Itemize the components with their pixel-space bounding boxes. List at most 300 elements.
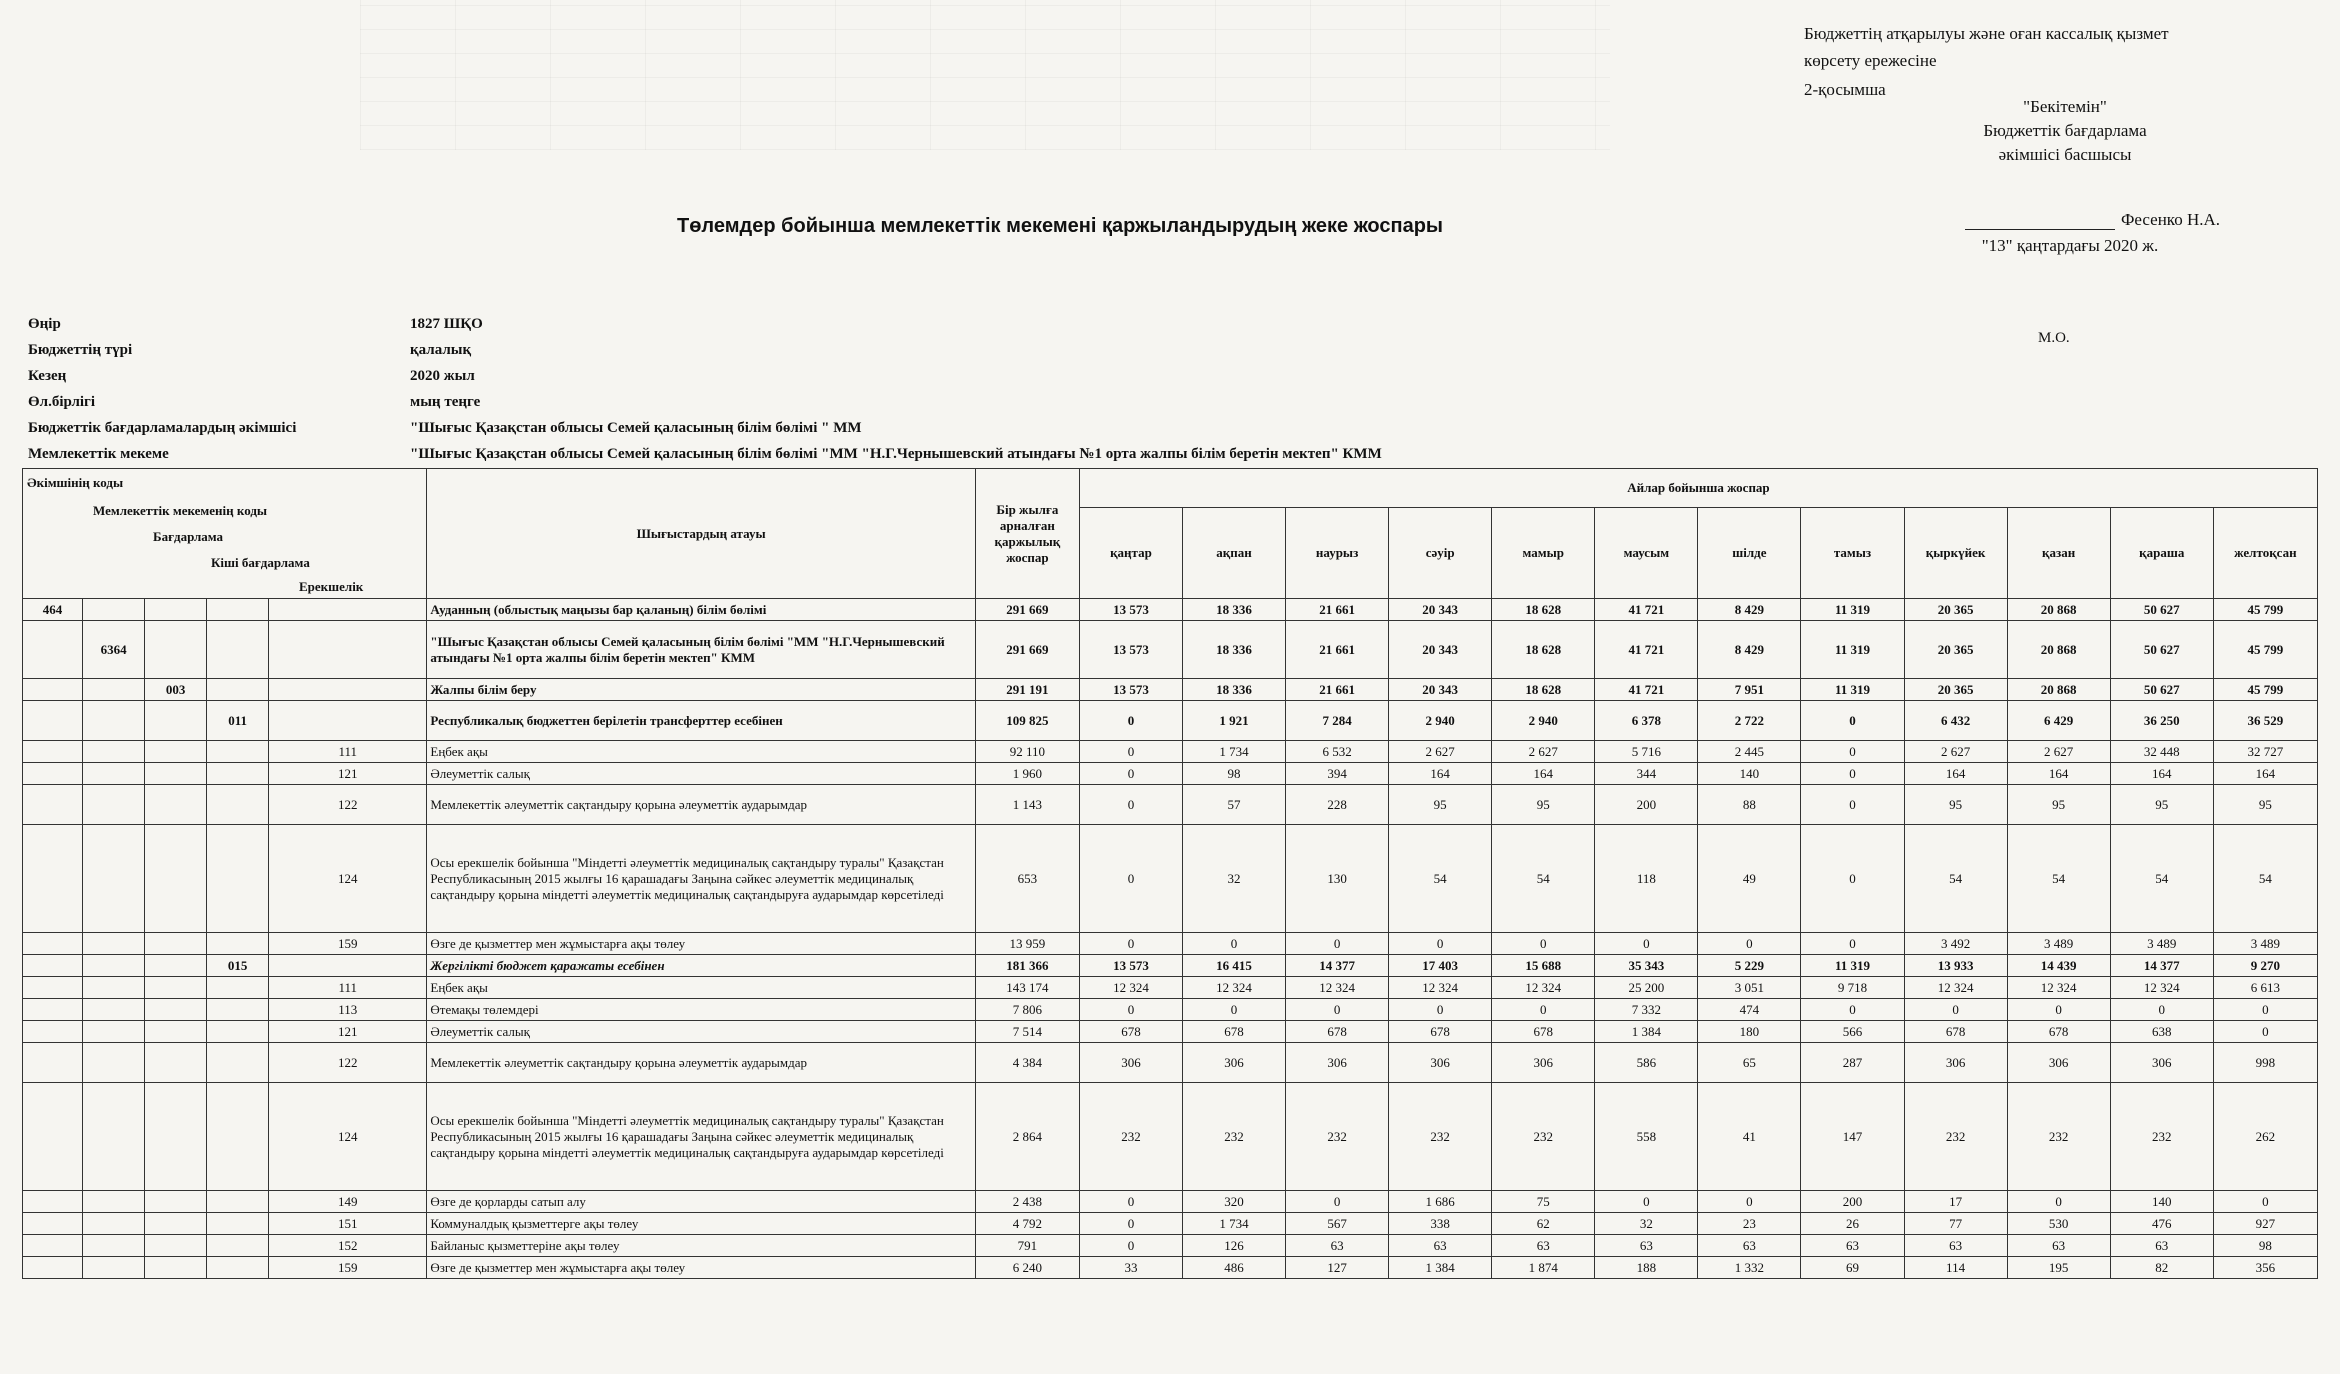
annual-plan-cell: 4 792 — [975, 1213, 1079, 1235]
annual-plan-cell: 791 — [975, 1235, 1079, 1257]
expense-name-cell: Жалпы білім беру — [427, 679, 975, 701]
month-value-cell: 62 — [1492, 1213, 1595, 1235]
expense-name-cell: Осы ерекшелік бойынша "Міндетті әлеуметтік медициналық сақтандыру туралы" Қазақстан Республикасының 2015 жылғы 16 қарашадағы Заңына сәйкес әлеуметтік медициналық сақтандыру қорына міндетті әлеуметтік медициналық сақтандыруға аударымдар көрсетіледі — [427, 1083, 975, 1191]
month-value-cell: 3 489 — [2007, 933, 2110, 955]
expense-name-cell: Өзге де қызметтер мен жұмыстарға ақы төлеу — [427, 933, 975, 955]
month-value-cell: 57 — [1182, 785, 1285, 825]
month-value-cell: 130 — [1286, 825, 1389, 933]
month-value-cell: 0 — [1595, 933, 1698, 955]
month-value-cell: 118 — [1595, 825, 1698, 933]
month-value-cell: 32 — [1182, 825, 1285, 933]
month-value-cell: 200 — [1801, 1191, 1904, 1213]
month-value-cell: 200 — [1595, 785, 1698, 825]
code-cell — [207, 1083, 269, 1191]
expense-name-cell: Өтемақы төлемдері — [427, 999, 975, 1021]
month-value-cell: 12 324 — [1286, 977, 1389, 999]
month-value-cell: 0 — [1801, 825, 1904, 933]
header-monthly-plan: Айлар бойынша жоспар — [1079, 469, 2317, 508]
month-value-cell: 18 336 — [1182, 621, 1285, 679]
month-value-cell: 50 627 — [2110, 599, 2213, 621]
code-cell: 111 — [269, 741, 427, 763]
month-value-cell: 164 — [2213, 763, 2317, 785]
expense-name-cell: Өзге де қорларды сатып алу — [427, 1191, 975, 1213]
code-cell — [207, 679, 269, 701]
month-value-cell: 2 445 — [1698, 741, 1801, 763]
month-header: наурыз — [1286, 508, 1389, 599]
month-value-cell: 678 — [1389, 1021, 1492, 1043]
month-value-cell: 998 — [2213, 1043, 2317, 1083]
month-value-cell: 0 — [1182, 933, 1285, 955]
expense-name-cell: Мемлекеттік әлеуметтік сақтандыру қорына әлеуметтік аударымдар — [427, 1043, 975, 1083]
expense-name-cell: Байланыс қызметтеріне ақы төлеу — [427, 1235, 975, 1257]
annex-line-1: Бюджеттің атқарылуы және оған кассалық қызмет — [1804, 24, 2169, 43]
month-value-cell: 20 343 — [1389, 621, 1492, 679]
month-value-cell: 0 — [1801, 763, 1904, 785]
month-value-cell: 0 — [1698, 933, 1801, 955]
table-header-row — [23, 469, 2318, 508]
code-cell — [207, 741, 269, 763]
month-value-cell: 164 — [1904, 763, 2007, 785]
month-value-cell: 3 489 — [2213, 933, 2317, 955]
month-value-cell: 180 — [1698, 1021, 1801, 1043]
month-value-cell: 0 — [1079, 763, 1182, 785]
code-cell — [83, 1235, 145, 1257]
annual-plan-cell: 1 960 — [975, 763, 1079, 785]
month-value-cell: 63 — [1595, 1235, 1698, 1257]
code-cell: 152 — [269, 1235, 427, 1257]
annual-plan-cell: 1 143 — [975, 785, 1079, 825]
month-value-cell: 0 — [1389, 933, 1492, 955]
month-value-cell: 20 365 — [1904, 679, 2007, 701]
code-cell — [23, 1213, 83, 1235]
table-row — [23, 1257, 2318, 1279]
month-header: маусым — [1595, 508, 1698, 599]
month-value-cell: 126 — [1182, 1235, 1285, 1257]
code-cell — [145, 621, 207, 679]
annual-plan-cell: 143 174 — [975, 977, 1079, 999]
annex-line-2: көрсету ережесіне — [1804, 51, 1937, 70]
code-cell — [83, 1021, 145, 1043]
code-cell — [83, 785, 145, 825]
month-value-cell: 50 627 — [2110, 679, 2213, 701]
month-value-cell: 114 — [1904, 1257, 2007, 1279]
code-cell — [269, 599, 427, 621]
expense-name-cell: Жергілікті бюджет қаражаты есебінен — [427, 955, 975, 977]
month-value-cell: 50 627 — [2110, 621, 2213, 679]
code-cell: 003 — [145, 679, 207, 701]
code-cell — [145, 763, 207, 785]
month-header: сәуір — [1389, 508, 1492, 599]
month-value-cell: 11 319 — [1801, 679, 1904, 701]
month-value-cell: 2 627 — [1904, 741, 2007, 763]
meta-value: 1827 ШҚО — [410, 316, 483, 332]
code-cell — [23, 1083, 83, 1191]
code-cell — [83, 1213, 145, 1235]
month-value-cell: 0 — [1079, 701, 1182, 741]
month-value-cell: 45 799 — [2213, 621, 2317, 679]
table-row — [23, 933, 2318, 955]
annual-plan-cell: 291 669 — [975, 599, 1079, 621]
header-admin-code: Әкімшінің коды — [27, 475, 124, 490]
month-value-cell: 0 — [2110, 999, 2213, 1021]
code-headers — [23, 469, 427, 599]
month-value-cell: 63 — [1286, 1235, 1389, 1257]
month-value-cell: 88 — [1698, 785, 1801, 825]
month-value-cell: 95 — [1389, 785, 1492, 825]
month-value-cell: 54 — [1389, 825, 1492, 933]
month-value-cell: 678 — [1079, 1021, 1182, 1043]
month-value-cell: 140 — [1698, 763, 1801, 785]
month-value-cell: 35 343 — [1595, 955, 1698, 977]
month-value-cell: 678 — [1286, 1021, 1389, 1043]
code-cell — [23, 1235, 83, 1257]
code-cell — [83, 763, 145, 785]
code-cell — [83, 701, 145, 741]
month-value-cell: 678 — [1182, 1021, 1285, 1043]
code-cell — [83, 599, 145, 621]
code-cell — [23, 701, 83, 741]
month-value-cell: 3 489 — [2110, 933, 2213, 955]
month-value-cell: 13 573 — [1079, 955, 1182, 977]
expense-name-cell: Өзге де қызметтер мен жұмыстарға ақы төлеу — [427, 1257, 975, 1279]
code-cell — [145, 1257, 207, 1279]
code-cell: 124 — [269, 825, 427, 933]
month-value-cell: 164 — [1492, 763, 1595, 785]
code-cell — [145, 599, 207, 621]
table-row — [23, 1043, 2318, 1083]
code-cell — [83, 955, 145, 977]
code-cell: 011 — [207, 701, 269, 741]
code-cell — [269, 679, 427, 701]
code-cell — [23, 825, 83, 933]
code-cell: 124 — [269, 1083, 427, 1191]
month-value-cell: 65 — [1698, 1043, 1801, 1083]
month-value-cell: 98 — [1182, 763, 1285, 785]
table-row — [23, 825, 2318, 933]
code-cell — [207, 621, 269, 679]
month-value-cell: 306 — [2007, 1043, 2110, 1083]
table-row — [23, 679, 2318, 701]
month-value-cell: 54 — [1904, 825, 2007, 933]
code-cell — [23, 977, 83, 999]
code-cell — [23, 1043, 83, 1083]
annual-plan-cell: 181 366 — [975, 955, 1079, 977]
table-row — [23, 785, 2318, 825]
month-value-cell: 63 — [1698, 1235, 1801, 1257]
month-value-cell: 36 250 — [2110, 701, 2213, 741]
table-row — [23, 1213, 2318, 1235]
month-value-cell: 2 627 — [2007, 741, 2110, 763]
month-value-cell: 77 — [1904, 1213, 2007, 1235]
code-cell: 113 — [269, 999, 427, 1021]
month-value-cell: 12 324 — [2007, 977, 2110, 999]
code-cell — [23, 955, 83, 977]
month-value-cell: 306 — [1492, 1043, 1595, 1083]
month-value-cell: 306 — [1389, 1043, 1492, 1083]
meta-key: Мемлекеттік мекеме — [28, 446, 169, 462]
table-row — [23, 977, 2318, 999]
annual-plan-cell: 2 864 — [975, 1083, 1079, 1191]
month-value-cell: 195 — [2007, 1257, 2110, 1279]
month-value-cell: 0 — [1079, 999, 1182, 1021]
code-cell — [23, 785, 83, 825]
month-value-cell: 558 — [1595, 1083, 1698, 1191]
month-value-cell: 25 200 — [1595, 977, 1698, 999]
expense-name-cell: Осы ерекшелік бойынша "Міндетті әлеуметтік медициналық сақтандыру туралы" Қазақстан Республикасының 2015 жылғы 16 қарашадағы Заңына сәйкес әлеуметтік медициналық сақтандыру қорына міндетті әлеуметтік медициналық сақтандыруға аударымдар көрсетіледі — [427, 825, 975, 933]
approve-role-2: әкімшісі басшысы — [1998, 145, 2132, 164]
month-value-cell: 474 — [1698, 999, 1801, 1021]
code-cell: 122 — [269, 1043, 427, 1083]
month-value-cell: 5 229 — [1698, 955, 1801, 977]
annual-plan-cell: 291 191 — [975, 679, 1079, 701]
month-value-cell: 7 284 — [1286, 701, 1389, 741]
month-value-cell: 0 — [1492, 999, 1595, 1021]
code-cell — [145, 1043, 207, 1083]
code-cell — [83, 1043, 145, 1083]
expense-name-cell: Әлеуметтік салық — [427, 1021, 975, 1043]
month-value-cell: 0 — [1698, 1191, 1801, 1213]
meta-key: Бюджеттің түрі — [28, 342, 133, 358]
month-header: қазан — [2007, 508, 2110, 599]
month-value-cell: 0 — [1801, 933, 1904, 955]
month-value-cell: 82 — [2110, 1257, 2213, 1279]
month-value-cell: 0 — [1904, 999, 2007, 1021]
month-value-cell: 306 — [1904, 1043, 2007, 1083]
month-value-cell: 15 688 — [1492, 955, 1595, 977]
table-row — [23, 763, 2318, 785]
month-value-cell: 95 — [2110, 785, 2213, 825]
month-value-cell: 1 686 — [1389, 1191, 1492, 1213]
month-value-cell: 23 — [1698, 1213, 1801, 1235]
month-value-cell: 20 343 — [1389, 679, 1492, 701]
month-value-cell: 394 — [1286, 763, 1389, 785]
month-header: тамыз — [1801, 508, 1904, 599]
code-cell — [83, 1191, 145, 1213]
month-value-cell: 12 324 — [1182, 977, 1285, 999]
month-header: ақпан — [1182, 508, 1285, 599]
month-value-cell: 63 — [2110, 1235, 2213, 1257]
month-value-cell: 0 — [1801, 785, 1904, 825]
month-value-cell: 0 — [1389, 999, 1492, 1021]
month-value-cell: 0 — [1492, 933, 1595, 955]
table-row — [23, 1083, 2318, 1191]
month-header: желтоқсан — [2213, 508, 2317, 599]
annual-plan-cell: 2 438 — [975, 1191, 1079, 1213]
month-value-cell: 69 — [1801, 1257, 1904, 1279]
month-header: қаңтар — [1079, 508, 1182, 599]
month-value-cell: 9 270 — [2213, 955, 2317, 977]
header-specific: Ерекшелік — [299, 579, 364, 594]
month-value-cell: 0 — [2213, 999, 2317, 1021]
table-row — [23, 701, 2318, 741]
annual-plan-cell: 6 240 — [975, 1257, 1079, 1279]
meta-key: Кезең — [28, 368, 67, 384]
month-value-cell: 3 492 — [1904, 933, 2007, 955]
month-value-cell: 20 343 — [1389, 599, 1492, 621]
document-metadata — [28, 312, 1728, 468]
month-value-cell: 232 — [1286, 1083, 1389, 1191]
month-value-cell: 3 051 — [1698, 977, 1801, 999]
month-value-cell: 2 940 — [1492, 701, 1595, 741]
month-value-cell: 13 573 — [1079, 679, 1182, 701]
code-cell — [145, 999, 207, 1021]
code-cell — [145, 741, 207, 763]
month-value-cell: 13 573 — [1079, 599, 1182, 621]
month-value-cell: 13 933 — [1904, 955, 2007, 977]
code-cell — [207, 977, 269, 999]
month-value-cell: 2 940 — [1389, 701, 1492, 741]
code-cell — [145, 977, 207, 999]
month-value-cell: 0 — [1286, 1191, 1389, 1213]
code-cell: 111 — [269, 977, 427, 999]
month-value-cell: 0 — [2007, 1191, 2110, 1213]
annual-plan-cell: 92 110 — [975, 741, 1079, 763]
month-value-cell: 0 — [2213, 1021, 2317, 1043]
month-value-cell: 638 — [2110, 1021, 2213, 1043]
faint-background-table — [360, 0, 1610, 150]
month-value-cell: 1 921 — [1182, 701, 1285, 741]
month-header: шілде — [1698, 508, 1801, 599]
header-program: Бағдарлама — [153, 529, 224, 544]
month-value-cell: 0 — [1801, 741, 1904, 763]
month-value-cell: 338 — [1389, 1213, 1492, 1235]
table-row — [23, 1235, 2318, 1257]
month-value-cell: 306 — [1286, 1043, 1389, 1083]
code-cell — [23, 741, 83, 763]
expense-name-cell: Коммуналдық қызметтерге ақы төлеу — [427, 1213, 975, 1235]
month-value-cell: 45 799 — [2213, 599, 2317, 621]
month-value-cell: 530 — [2007, 1213, 2110, 1235]
month-value-cell: 21 661 — [1286, 599, 1389, 621]
meta-key: Өңір — [28, 316, 61, 332]
month-value-cell: 20 868 — [2007, 621, 2110, 679]
month-value-cell: 95 — [1904, 785, 2007, 825]
month-value-cell: 306 — [1182, 1043, 1285, 1083]
expense-name-cell: Республикалық бюджеттен берілетін трансферттер есебінен — [427, 701, 975, 741]
month-value-cell: 164 — [2110, 763, 2213, 785]
month-value-cell: 678 — [1904, 1021, 2007, 1043]
code-cell — [207, 1235, 269, 1257]
month-value-cell: 14 377 — [2110, 955, 2213, 977]
code-cell — [207, 1257, 269, 1279]
signer-name: Фесенко Н.А. — [2121, 210, 2220, 229]
month-value-cell: 0 — [1079, 1235, 1182, 1257]
approve-role-1: Бюджеттік бағдарлама — [1983, 121, 2147, 140]
month-value-cell: 320 — [1182, 1191, 1285, 1213]
month-value-cell: 18 336 — [1182, 679, 1285, 701]
month-value-cell: 0 — [2007, 999, 2110, 1021]
month-value-cell: 12 324 — [1389, 977, 1492, 999]
month-value-cell: 567 — [1286, 1213, 1389, 1235]
expense-name-cell: Әлеуметтік салық — [427, 763, 975, 785]
month-value-cell: 0 — [1079, 825, 1182, 933]
meta-row — [28, 312, 1728, 338]
month-value-cell: 0 — [1801, 701, 1904, 741]
month-value-cell: 41 721 — [1595, 621, 1698, 679]
meta-value: 2020 жыл — [410, 368, 475, 384]
month-value-cell: 7 951 — [1698, 679, 1801, 701]
month-value-cell: 11 319 — [1801, 955, 1904, 977]
month-value-cell: 54 — [2007, 825, 2110, 933]
month-value-cell: 63 — [2007, 1235, 2110, 1257]
month-value-cell: 232 — [1182, 1083, 1285, 1191]
code-cell — [207, 763, 269, 785]
annual-plan-cell: 653 — [975, 825, 1079, 933]
month-header: мамыр — [1492, 508, 1595, 599]
code-cell — [269, 621, 427, 679]
code-cell — [269, 701, 427, 741]
month-value-cell: 12 324 — [1904, 977, 2007, 999]
month-value-cell: 41 721 — [1595, 679, 1698, 701]
code-cell — [207, 999, 269, 1021]
month-value-cell: 20 365 — [1904, 621, 2007, 679]
month-value-cell: 586 — [1595, 1043, 1698, 1083]
code-cell — [145, 1191, 207, 1213]
month-value-cell: 26 — [1801, 1213, 1904, 1235]
expense-name-cell: Ауданның (облыстық маңызы бар қаланың) білім бөлімі — [427, 599, 975, 621]
month-value-cell: 63 — [1389, 1235, 1492, 1257]
meta-row — [28, 442, 1728, 468]
month-value-cell: 75 — [1492, 1191, 1595, 1213]
month-value-cell: 0 — [2213, 1191, 2317, 1213]
month-value-cell: 356 — [2213, 1257, 2317, 1279]
code-cell — [145, 785, 207, 825]
month-value-cell: 306 — [1079, 1043, 1182, 1083]
month-value-cell: 63 — [1801, 1235, 1904, 1257]
code-cell — [83, 741, 145, 763]
code-cell — [207, 1191, 269, 1213]
month-value-cell: 14 439 — [2007, 955, 2110, 977]
month-value-cell: 232 — [1389, 1083, 1492, 1191]
code-cell — [23, 621, 83, 679]
month-value-cell: 54 — [2213, 825, 2317, 933]
table-row — [23, 1191, 2318, 1213]
month-value-cell: 232 — [1079, 1083, 1182, 1191]
month-value-cell: 54 — [2110, 825, 2213, 933]
code-cell: 464 — [23, 599, 83, 621]
month-value-cell: 287 — [1801, 1043, 1904, 1083]
month-value-cell: 98 — [2213, 1235, 2317, 1257]
month-value-cell: 678 — [2007, 1021, 2110, 1043]
approval-date: "13" қаңтардағы 2020 ж. — [1981, 236, 2159, 255]
month-value-cell: 188 — [1595, 1257, 1698, 1279]
month-value-cell: 6 613 — [2213, 977, 2317, 999]
code-cell — [207, 933, 269, 955]
month-value-cell: 32 727 — [2213, 741, 2317, 763]
month-value-cell: 0 — [1079, 933, 1182, 955]
month-value-cell: 0 — [1595, 1191, 1698, 1213]
month-value-cell: 18 336 — [1182, 599, 1285, 621]
month-value-cell: 232 — [1492, 1083, 1595, 1191]
code-cell — [145, 1235, 207, 1257]
month-value-cell: 32 — [1595, 1213, 1698, 1235]
month-value-cell: 18 628 — [1492, 679, 1595, 701]
stamp-placeholder: М.О. — [2038, 330, 2070, 346]
month-value-cell: 0 — [1286, 933, 1389, 955]
code-cell — [207, 599, 269, 621]
month-value-cell: 17 — [1904, 1191, 2007, 1213]
month-value-cell: 95 — [1492, 785, 1595, 825]
header-subprogram: Кіші бағдарлама — [211, 555, 310, 570]
code-cell — [207, 1213, 269, 1235]
month-value-cell: 63 — [1904, 1235, 2007, 1257]
approval-block — [1955, 95, 2175, 167]
code-cell — [145, 1021, 207, 1043]
annual-plan-cell: 7 806 — [975, 999, 1079, 1021]
month-value-cell: 13 573 — [1079, 621, 1182, 679]
code-cell — [145, 1213, 207, 1235]
annex-line-3: 2-қосымша — [1804, 80, 1886, 99]
